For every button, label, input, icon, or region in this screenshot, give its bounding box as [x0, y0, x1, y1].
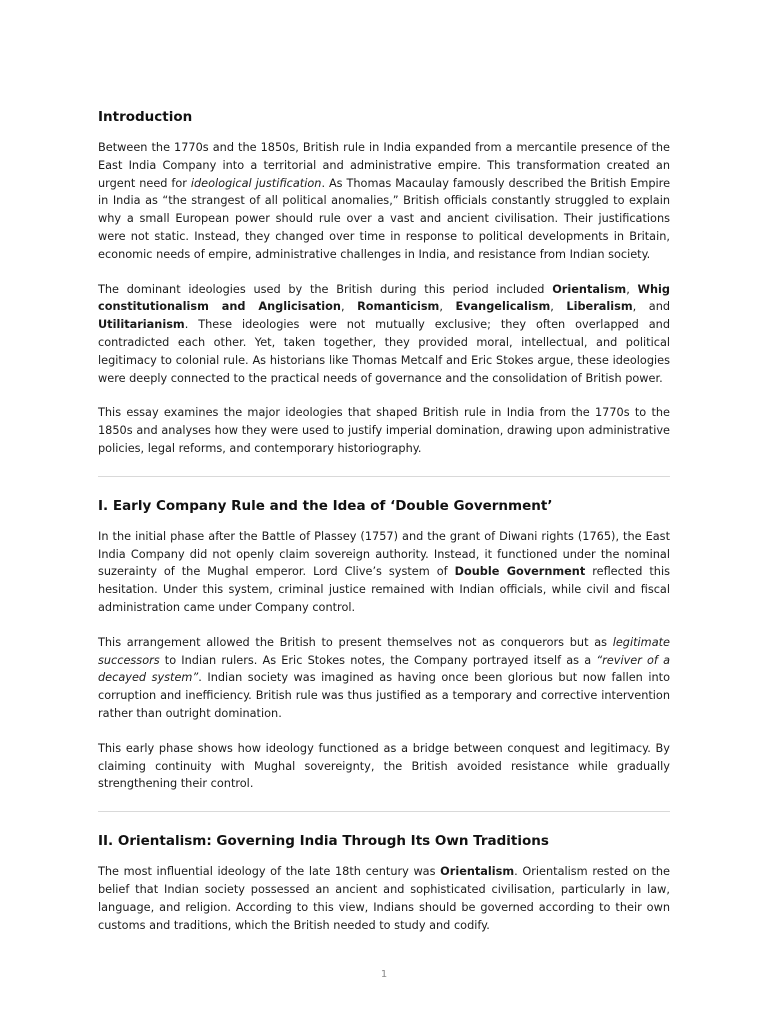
bold-run: Double Government: [454, 565, 586, 579]
section-1-paragraph-2: [98, 634, 670, 723]
text-run: reflected this hesitation. Under this system, criminal justice remained with Indian officials, while civil and fiscal administration came under Company control.: [98, 565, 670, 614]
text-run: . These ideologies were not mutually exclusive; they often overlapped and contradicted each other. Yet, taken together, they provided moral, intellectual, and political legitimacy to colonial rule. As historians like Thomas Metcalf and Eric Stokes argue, these ideologies were deeply connected to the practical needs of governance and the consolidation of British power.: [98, 318, 670, 385]
document-body: [98, 107, 670, 934]
intro-paragraph-2: [98, 281, 670, 388]
section-2-paragraph-1: [98, 863, 670, 934]
bold-run: Evangelicalism: [455, 300, 551, 314]
section-heading-orientalism: II. Orientalism: Governing India Through Its Own Traditions: [98, 833, 549, 850]
text-run: ,: [626, 282, 638, 296]
section-1-paragraph-3: [98, 740, 670, 793]
intro-paragraph-3: [98, 404, 670, 457]
text-run: . Orientalism rested on the belief that Indian society possessed an ancient and sophisticated civilisation, particularly in law, language, and religion. According to this view, Indians should be governed according to their own customs and traditions, which the British needed to study and codify.: [98, 865, 670, 932]
text-run: . As Thomas Macaulay famously described the British Empire in India as “the strangest of all political anomalies,” British officials constantly struggled to explain why a small European power should rule over a vast and ancient civilisation. Their justifications were not static. Instead, they changed over time in response to political developments in Britain, economic needs of empire, administrative challenges in India, and resistance from Indian society.: [98, 176, 671, 261]
section-heading-introduction: Introduction: [98, 109, 193, 125]
text-run: ,: [550, 300, 567, 314]
page-number: 1: [380, 969, 388, 980]
emphasis-run: “reviver of a decayed system”: [98, 653, 670, 685]
text-run: . Indian society was imagined as having once been glorious but now fallen into corruption and inefficiency. British rule was thus justified as a temporary and corrective intervention rather than outright domination.: [98, 671, 670, 720]
emphasis-run: ideological justification: [190, 176, 322, 190]
bold-run: Whig constitutionalism and Anglicisation: [98, 282, 670, 314]
text-run: This essay examines the major ideologies that shaped British rule in India from the 1770s to the 1850s and analyses how they were used to justify imperial domination, drawing upon administrative policies, legal reforms, and contemporary historiography.: [98, 406, 670, 455]
text-run: This arrangement allowed the British to present themselves not as conquerors but as: [98, 635, 613, 649]
bold-run: Liberalism: [566, 300, 633, 314]
bold-run: Orientalism: [440, 865, 515, 879]
intro-paragraph-1: [98, 139, 670, 264]
emphasis-run: legitimate successors: [98, 635, 670, 667]
text-run: , and: [632, 300, 671, 314]
bold-run: Orientalism: [552, 282, 627, 296]
text-run: Between the 1770s and the 1850s, British rule in India expanded from a mercantile presence of the East India Company into a territorial and administrative empire. This transformation created an urgent need for: [98, 141, 670, 190]
bold-run: Utilitarianism: [98, 318, 185, 332]
text-run: ,: [340, 300, 358, 314]
section-1-paragraph-1: [98, 528, 670, 617]
bold-run: Romanticism: [357, 300, 440, 314]
text-run: to Indian rulers. As Eric Stokes notes, the Company portrayed itself as a: [159, 653, 597, 667]
section-heading-double-government: I. Early Company Rule and the Idea of ‘Double Government’: [98, 497, 553, 514]
text-run: In the initial phase after the Battle of Plassey (1757) and the grant of Diwani rights (1765), the East India Company did not openly claim sovereign authority. Instead, it functioned under the nominal suzerainty of the Mughal emperor. Lord Clive’s system of: [98, 529, 670, 579]
text-run: ,: [439, 300, 456, 314]
text-run: The most influential ideology of the late 18th century was: [98, 865, 441, 879]
text-run: This early phase shows how ideology functioned as a bridge between conquest and legitimacy. By claiming continuity with Mughal sovereignty, the British avoided resistance while gradually strengthening their control.: [98, 741, 670, 791]
text-run: The dominant ideologies used by the British during this period included: [98, 282, 553, 296]
